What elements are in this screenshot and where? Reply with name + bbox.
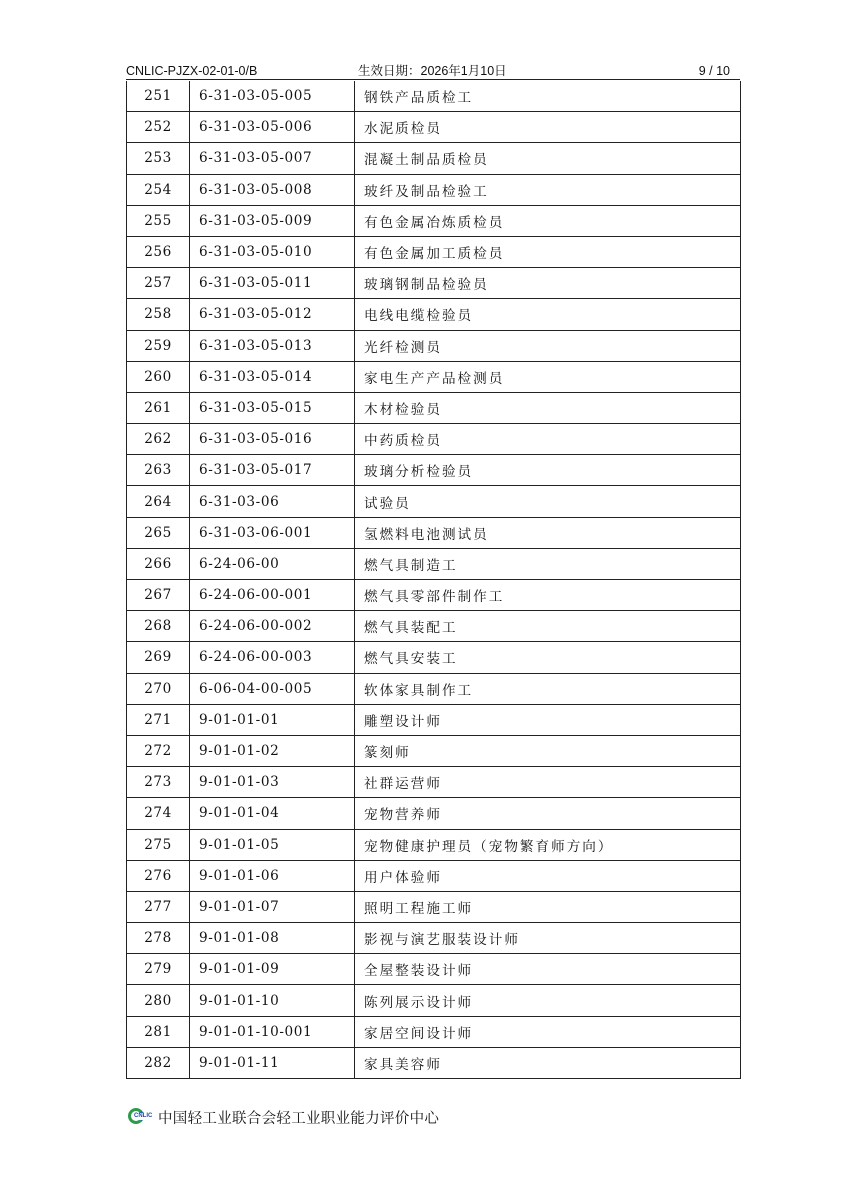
table-row	[127, 268, 741, 299]
occupation-name: 燃气具零部件制作工	[355, 580, 741, 611]
row-number: 272	[127, 735, 190, 766]
occupation-name: 影视与演艺服装设计师	[355, 923, 741, 954]
occupation-name: 玻璃钢制品检验员	[355, 268, 741, 299]
occupation-name: 雕塑设计师	[355, 704, 741, 735]
effective-date: 生效日期：2026年1月10日	[358, 64, 507, 78]
occupation-name: 电线电缆检验员	[355, 299, 741, 330]
occupation-code: 9-01-01-09	[190, 954, 355, 985]
occupation-name: 中药质检员	[355, 424, 741, 455]
occupation-name: 试验员	[355, 486, 741, 517]
occupation-code: 6-24-06-00-002	[190, 611, 355, 642]
occupation-code: 6-31-03-05-006	[190, 112, 355, 143]
occupation-name: 燃气具安装工	[355, 642, 741, 673]
table-row	[127, 704, 741, 735]
row-number: 260	[127, 361, 190, 392]
occupation-code: 6-31-03-05-009	[190, 205, 355, 236]
occupation-code: 6-24-06-00-003	[190, 642, 355, 673]
row-number: 277	[127, 891, 190, 922]
table-row	[127, 455, 741, 486]
table-row	[127, 642, 741, 673]
row-number: 252	[127, 112, 190, 143]
row-number: 273	[127, 767, 190, 798]
occupation-code: 6-31-03-05-010	[190, 236, 355, 267]
occupation-name: 有色金属加工质检员	[355, 236, 741, 267]
occupation-name: 燃气具装配工	[355, 611, 741, 642]
occupation-name: 有色金属冶炼质检员	[355, 205, 741, 236]
row-number: 268	[127, 611, 190, 642]
occupation-name: 家居空间设计师	[355, 1016, 741, 1047]
occupation-code: 6-24-06-00-001	[190, 580, 355, 611]
occupation-code: 6-31-03-05-008	[190, 174, 355, 205]
row-number: 255	[127, 205, 190, 236]
occupation-code: 6-24-06-00	[190, 548, 355, 579]
row-number: 259	[127, 330, 190, 361]
table-row	[127, 486, 741, 517]
row-number: 282	[127, 1047, 190, 1078]
occupation-name: 社群运营师	[355, 767, 741, 798]
row-number: 267	[127, 580, 190, 611]
occupation-name: 钢铁产品质检工	[355, 81, 741, 112]
table-row	[127, 1016, 741, 1047]
occupation-name: 用户体验师	[355, 860, 741, 891]
occupation-name: 宠物健康护理员（宠物繁育师方向）	[355, 829, 741, 860]
table-row	[127, 424, 741, 455]
occupation-code: 6-31-03-05-007	[190, 143, 355, 174]
table-row	[127, 611, 741, 642]
occupation-name: 全屋整装设计师	[355, 954, 741, 985]
table-row	[127, 923, 741, 954]
occupation-code: 9-01-01-01	[190, 704, 355, 735]
occupation-code: 6-31-03-05-011	[190, 268, 355, 299]
row-number: 265	[127, 517, 190, 548]
occupation-table-body	[127, 81, 741, 1079]
table-row	[127, 798, 741, 829]
occupation-code: 6-31-03-05-016	[190, 424, 355, 455]
table-row	[127, 954, 741, 985]
row-number: 256	[127, 236, 190, 267]
row-number: 280	[127, 985, 190, 1016]
occupation-name: 木材检验员	[355, 392, 741, 423]
row-number: 258	[127, 299, 190, 330]
page-header	[126, 62, 740, 80]
occupation-code: 6-31-03-05-013	[190, 330, 355, 361]
occupation-name: 软体家具制作工	[355, 673, 741, 704]
cnlic-logo-icon	[126, 1107, 152, 1127]
occupation-name: 燃气具制造工	[355, 548, 741, 579]
occupation-code: 6-31-03-05-012	[190, 299, 355, 330]
table-row	[127, 673, 741, 704]
occupation-name: 玻璃分析检验员	[355, 455, 741, 486]
occupation-name: 氢燃料电池测试员	[355, 517, 741, 548]
occupation-code: 9-01-01-06	[190, 860, 355, 891]
table-row	[127, 236, 741, 267]
table-row	[127, 860, 741, 891]
table-row	[127, 891, 741, 922]
occupation-name: 宠物营养师	[355, 798, 741, 829]
table-row	[127, 580, 741, 611]
occupation-code: 9-01-01-04	[190, 798, 355, 829]
row-number: 274	[127, 798, 190, 829]
row-number: 262	[127, 424, 190, 455]
occupation-code: 9-01-01-10	[190, 985, 355, 1016]
document-code: CNLIC-PJZX-02-01-0/B	[126, 64, 258, 78]
page-number: 9 / 10	[698, 64, 730, 78]
row-number: 279	[127, 954, 190, 985]
occupation-code: 6-31-03-05-005	[190, 81, 355, 112]
table-row	[127, 81, 741, 112]
table-row	[127, 143, 741, 174]
table-row	[127, 985, 741, 1016]
row-number: 269	[127, 642, 190, 673]
occupation-code: 6-31-03-05-017	[190, 455, 355, 486]
logo-text: CNLIC	[134, 1113, 153, 1119]
row-number: 251	[127, 81, 190, 112]
organization-name: 中国轻工业联合会轻工业职业能力评价中心	[158, 1110, 440, 1127]
occupation-table	[126, 81, 741, 1079]
occupation-name: 光纤检测员	[355, 330, 741, 361]
table-row	[127, 548, 741, 579]
table-row	[127, 1047, 741, 1078]
table-row	[127, 112, 741, 143]
table-row	[127, 829, 741, 860]
occupation-code: 6-31-03-06	[190, 486, 355, 517]
table-row	[127, 361, 741, 392]
table-row	[127, 205, 741, 236]
table-row	[127, 330, 741, 361]
occupation-code: 9-01-01-08	[190, 923, 355, 954]
table-row	[127, 299, 741, 330]
occupation-name: 混凝土制品质检员	[355, 143, 741, 174]
occupation-code: 6-31-03-05-014	[190, 361, 355, 392]
row-number: 253	[127, 143, 190, 174]
table-row	[127, 174, 741, 205]
occupation-code: 9-01-01-11	[190, 1047, 355, 1078]
occupation-code: 9-01-01-10-001	[190, 1016, 355, 1047]
occupation-code: 6-06-04-00-005	[190, 673, 355, 704]
row-number: 281	[127, 1016, 190, 1047]
row-number: 257	[127, 268, 190, 299]
occupation-code: 9-01-01-07	[190, 891, 355, 922]
occupation-name: 玻纤及制品检验工	[355, 174, 741, 205]
occupation-name: 篆刻师	[355, 735, 741, 766]
page-footer	[126, 1104, 439, 1130]
occupation-name: 陈列展示设计师	[355, 985, 741, 1016]
occupation-code: 9-01-01-02	[190, 735, 355, 766]
table-row	[127, 392, 741, 423]
table-row	[127, 517, 741, 548]
row-number: 266	[127, 548, 190, 579]
row-number: 271	[127, 704, 190, 735]
occupation-name: 家具美容师	[355, 1047, 741, 1078]
row-number: 263	[127, 455, 190, 486]
table-row	[127, 735, 741, 766]
occupation-code: 6-31-03-05-015	[190, 392, 355, 423]
occupation-name: 家电生产产品检测员	[355, 361, 741, 392]
row-number: 275	[127, 829, 190, 860]
header-divider	[126, 79, 740, 80]
row-number: 278	[127, 923, 190, 954]
occupation-name: 照明工程施工师	[355, 891, 741, 922]
row-number: 261	[127, 392, 190, 423]
occupation-code: 6-31-03-06-001	[190, 517, 355, 548]
occupation-code: 9-01-01-03	[190, 767, 355, 798]
row-number: 254	[127, 174, 190, 205]
row-number: 264	[127, 486, 190, 517]
row-number: 276	[127, 860, 190, 891]
occupation-code: 9-01-01-05	[190, 829, 355, 860]
row-number: 270	[127, 673, 190, 704]
table-row	[127, 767, 741, 798]
occupation-name: 水泥质检员	[355, 112, 741, 143]
